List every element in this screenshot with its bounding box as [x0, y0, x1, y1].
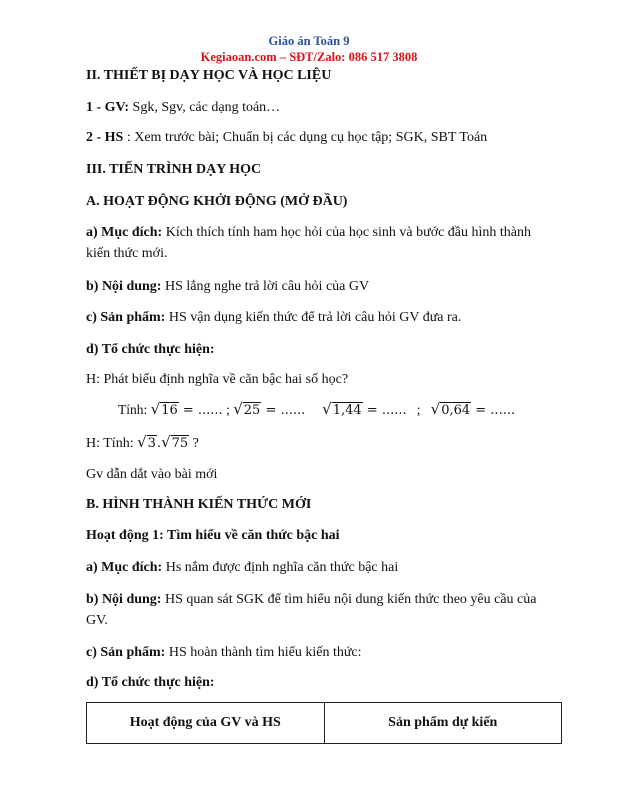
calc-eq-3: = ......: [362, 403, 407, 418]
question-calc-product: H: Tính: √3.√75 ?: [86, 430, 561, 456]
part-b-content-label: b) Nội dung:: [86, 592, 162, 607]
document-header-contact: Kegiaoan.com – SĐT/Zalo: 086 517 3808: [200, 50, 418, 64]
part-b-content-text: HS quan sát SGK để tìm hiểu nội dung kiến thức theo yêu cầu của: [161, 592, 537, 607]
sqrt-0-64: √0,64: [430, 400, 471, 418]
calc-label: Tính:: [118, 402, 148, 417]
activity-table: [86, 702, 562, 744]
part-a-purpose-cont: kiến thức mới.: [86, 246, 168, 261]
calc-eq-1: = ......: [178, 403, 223, 418]
document-header-title: Giáo án Toán 9: [268, 34, 350, 48]
part-a-product: [86, 306, 561, 330]
gv-text: Sgk, Sgv, các dạng toán…: [129, 100, 281, 115]
calc-row: [118, 400, 515, 418]
question2-end: ?: [189, 436, 199, 451]
part-b-product-text: HS hoàn thành tìm hiểu kiến thức:: [165, 645, 362, 660]
part-b-product: [86, 641, 561, 665]
gv-line: [86, 96, 561, 120]
part-b-purpose-text: Hs nắm được định nghĩa căn thức bậc hai: [162, 560, 399, 575]
calc-sep-2: ;: [416, 402, 421, 417]
part-b-product-label: c) Sản phẩm:: [86, 645, 166, 660]
calc-eq-2: = ......: [261, 403, 306, 418]
table-header-products: Sản phẩm dự kiến: [324, 703, 562, 743]
sqrt-3: √3: [137, 433, 156, 451]
part-b-purpose-label: a) Mục đích:: [86, 560, 163, 575]
sqrt-0-64-radicand: 0,64: [441, 403, 471, 418]
sqrt-75-radicand: 75: [171, 436, 189, 451]
part-a-purpose-text: Kích thích tính ham học hỏi của học sinh và bước đầu hình thành: [162, 225, 532, 240]
calc-eq-4: = ......: [471, 403, 516, 418]
activity-1-heading: Hoạt động 1: Tìm hiểu về căn thức bậc hai: [86, 528, 340, 543]
part-a-purpose-label: a) Mục đích:: [86, 225, 163, 240]
question2-label: H: Tính:: [86, 436, 134, 451]
part-a-heading: A. HOẠT ĐỘNG KHỞI ĐỘNG (MỞ ĐẦU): [86, 194, 348, 209]
lesson-intro: Gv dẫn dắt vào bài mới: [86, 467, 218, 482]
sqrt-3-radicand: 3: [147, 436, 156, 451]
sqrt-1-44: √1,44: [322, 400, 362, 418]
section-heading-process: III. TIẾN TRÌNH DẠY HỌC: [86, 162, 262, 177]
part-a-org-label: d) Tổ chức thực hiện:: [86, 342, 215, 357]
sqrt-1-44-radicand: 1,44: [332, 403, 362, 418]
calc-sep-1: ;: [226, 402, 230, 417]
part-b-org-label: d) Tổ chức thực hiện:: [86, 675, 215, 690]
sqrt-75: √75: [161, 433, 189, 451]
part-b-purpose: [86, 556, 561, 580]
part-b-content-cont: GV.: [86, 613, 108, 628]
question-definition: H: Phát biểu định nghĩa về căn bậc hai số học?: [86, 372, 349, 387]
hs-label: 2 - HS: [86, 130, 124, 145]
sqrt-16-radicand: 16: [161, 403, 178, 418]
part-a-product-label: c) Sản phẩm:: [86, 310, 166, 325]
part-b-heading: B. HÌNH THÀNH KIẾN THỨC MỚI: [86, 497, 312, 512]
sqrt-16: √16: [150, 400, 178, 418]
gv-label: 1 - GV:: [86, 100, 130, 115]
sqrt-25: √25: [233, 400, 261, 418]
table-header-activities: Hoạt động của GV và HS: [129, 715, 281, 730]
section-heading-equipment: II. THIẾT BỊ DẠY HỌC VÀ HỌC LIỆU: [86, 68, 332, 83]
part-a-content: [86, 275, 561, 299]
part-a-content-label: b) Nội dung:: [86, 279, 162, 294]
part-a-content-text: HS lắng nghe trả lời câu hỏi của GV: [161, 279, 370, 294]
hs-text: : Xem trước bài; Chuẩn bị các dụng cụ học tập; SGK, SBT Toán: [123, 130, 488, 145]
hs-line: [86, 126, 561, 150]
sqrt-25-radicand: 25: [243, 403, 261, 418]
part-a-product-text: HS vận dụng kiến thức để trả lời câu hỏi GV đưa ra.: [165, 310, 462, 325]
